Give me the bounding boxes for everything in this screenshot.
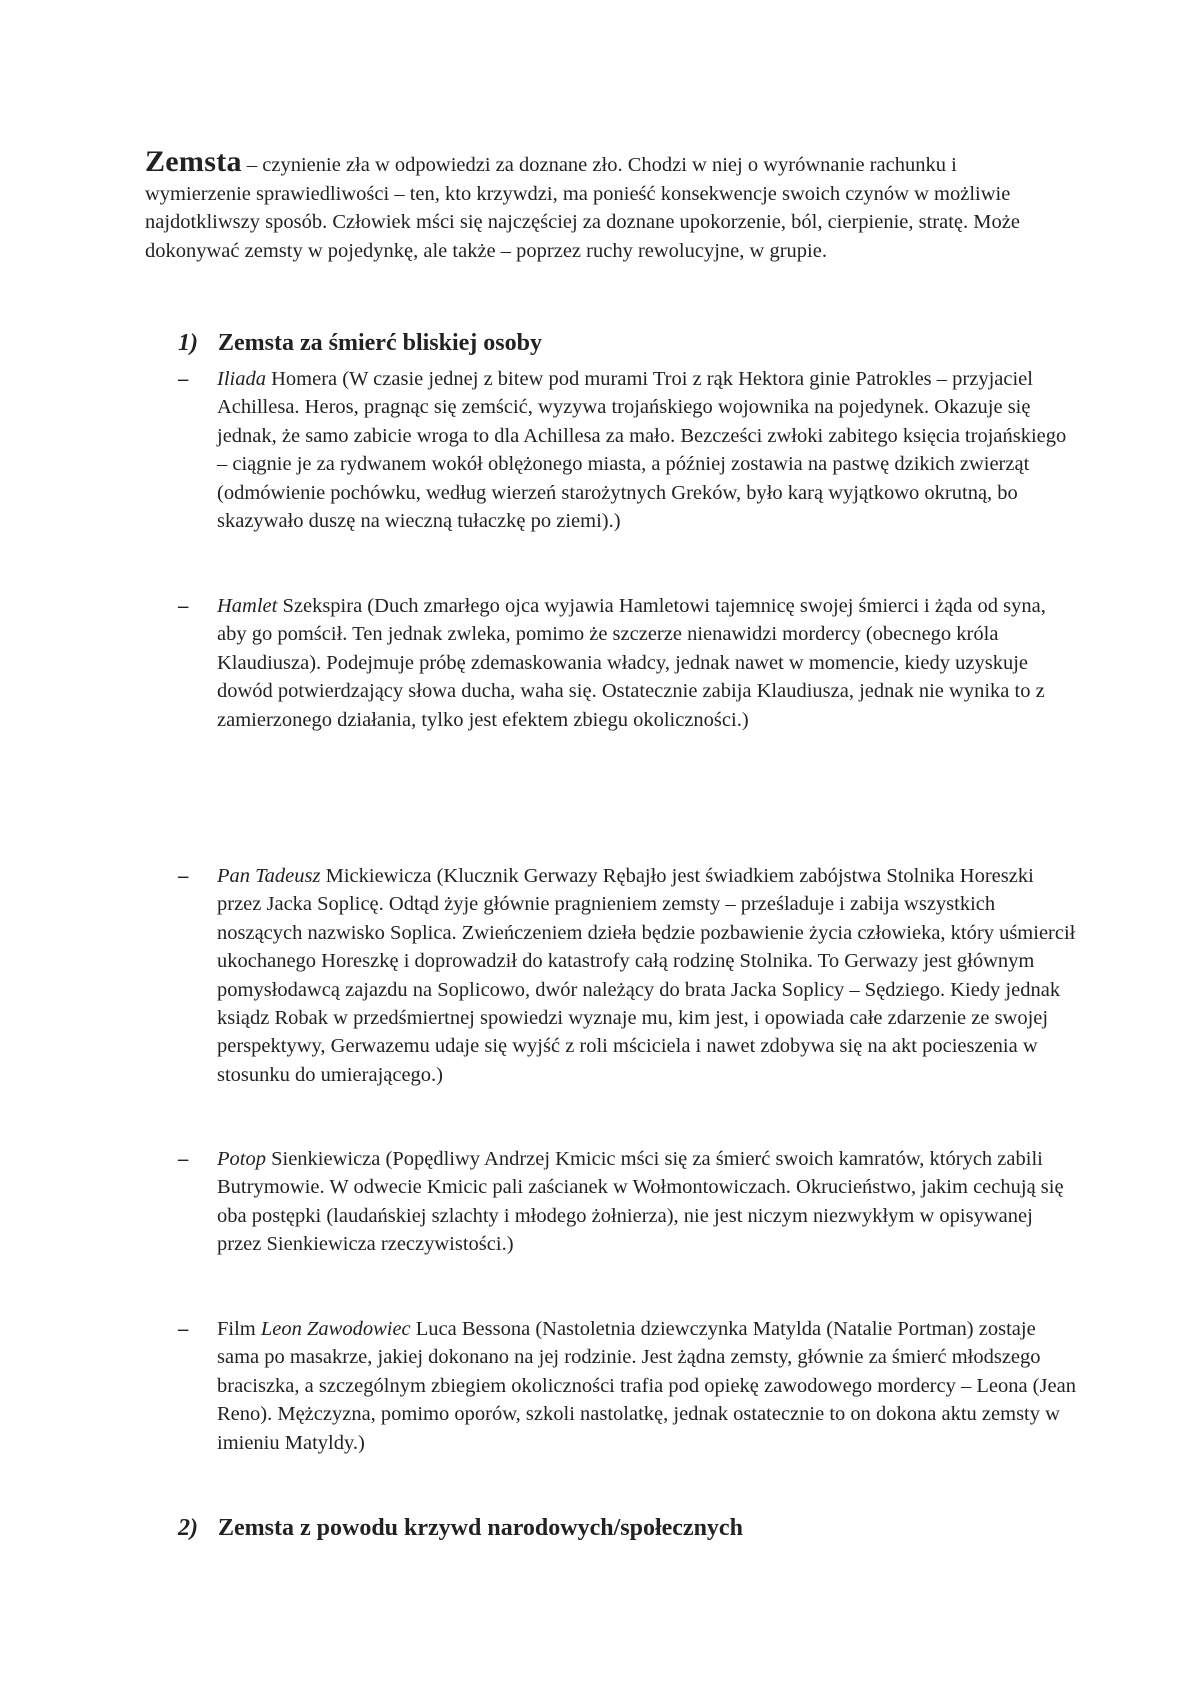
example-text bbox=[217, 1145, 1077, 1259]
intro-paragraph bbox=[145, 145, 1065, 265]
section-heading-1 bbox=[178, 330, 542, 357]
example-text bbox=[217, 862, 1077, 1089]
example-prefix: Film bbox=[217, 1318, 261, 1340]
section-title: Zemsta z powodu krzywd narodowych/społecznych bbox=[218, 1515, 743, 1541]
work-title: Iliada bbox=[217, 368, 266, 390]
section-title: Zemsta za śmierć bliskiej osoby bbox=[218, 330, 542, 356]
section-number: 2) bbox=[178, 1515, 198, 1541]
work-title: Potop bbox=[217, 1148, 266, 1170]
example-description: Szekspira (Duch zmarłego ojca wyjawia Hamletowi tajemnicę swojej śmierci i żąda od syna, aby go pomścił. Ten jednak zwleka, pomimo że szczerze nienawidzi mordercy (obecnego króla Klaudiusza). Podejmuje próbę zdemaskowania władcy, jednak nawet w momencie, kiedy uzyskuje dowód potwierdzający słowa ducha, waha się. Ostatecznie zabija Klaudiusza, jednak nie wynika to z zamierzonego działania, tylko jest efektem zbiegu okoliczności.) bbox=[217, 595, 1046, 731]
section-number: 1) bbox=[178, 330, 198, 356]
definition-separator: – bbox=[241, 154, 263, 176]
example-description: Sienkiewicza (Popędliwy Andrzej Kmicic mści się za śmierć swoich kamratów, których zabili Butrymowie. W odwecie Kmicic pali zaścianek w Wołmontowiczach. Okrucieństwo, jakim cechują się oba postępki (laudańskiej szlachty i młodego żołnierza), nie jest niczym niezwykłym w opisywanej przez Sienkiewicza rzeczywistości.) bbox=[217, 1148, 1064, 1256]
definition-term: Zemsta bbox=[145, 145, 242, 178]
bullet-dash: – bbox=[178, 368, 189, 390]
example-description: Homera (W czasie jednej z bitew pod murami Troi z rąk Hektora ginie Patrokles – przyjaciel Achillesa. Heros, pragnąc się zemścić, wyzywa trojańskiego wojownika na pojedynek. Okazuje się jednak, że samo zabicie wroga to dla Achillesa za mało. Bezcześci zwłoki zabitego księcia trojańskiego – ciągnie je za rydwanem wokół oblężonego miasta, a później zostawia na pastwę dzikich zwierząt (odmówienie pochówku, według wierzeń starożytnych Greków, było karą wyjątkowo okrutną, bo skazywało duszę na wieczną tułaczkę po ziemi).) bbox=[217, 368, 1067, 533]
example-text bbox=[217, 1315, 1077, 1457]
section-heading-2 bbox=[178, 1515, 743, 1542]
example-description: Luca Bessona (Nastoletnia dziewczynka Matylda (Natalie Portman) zostaje sama po masakrze, jakiej dokonano na jej rodzinie. Jest żądna zemsty, głównie za śmierć młodszego braciszka, a szczególnym zbiegiem okoliczności trafia pod opiekę zawodowego mordercy – Leona (Jean Reno). Mężczyzna, pomimo oporów, szkoli nastolatkę, jednak ostatecznie to on dokona aktu zemsty w imieniu Matyldy.) bbox=[217, 1318, 1076, 1454]
example-text bbox=[217, 365, 1077, 535]
work-title: Pan Tadeusz bbox=[217, 865, 321, 887]
work-title: Leon Zawodowiec bbox=[260, 1318, 411, 1340]
definition-text: czynienie zła w odpowiedzi za doznane zło. Chodzi w niej o wyrównanie rachunku i wymierzenie sprawiedliwości – ten, kto krzywdzi, ma ponieść konsekwencje swoich czynów w możliwie najdotkliwszy sposób. Człowiek mści się najczęściej za doznane upokorzenie, ból, cierpienie, stratę. Może dokonywać zemsty w pojedynkę, ale także – poprzez ruchy rewolucyjne, w grupie. bbox=[145, 154, 1020, 262]
bullet-dash: – bbox=[178, 865, 189, 887]
bullet-dash: – bbox=[178, 1148, 189, 1170]
example-description: Mickiewicza (Klucznik Gerwazy Rębajło jest świadkiem zabójstwa Stolnika Horeszki przez Jacka Soplicę. Odtąd żyje głównie pragnieniem zemsty – prześladuje i zabija wszystkich noszących nazwisko Soplica. Zwieńczeniem dzieła będzie pozbawienie życia człowieka, który uśmiercił ukochanego Horeszkę i doprowadził do katastrofy całą rodzinę Stolnika. To Gerwazy jest głównym pomysłodawcą zajazdu na Soplicowo, dwór należący do brata Jacka Soplicy – Sędziego. Kiedy jednak ksiądz Robak w przedśmiertnej spowiedzi wyznaje mu, kim jest, i opowiada całe zdarzenie ze swojej perspektywy, Gerwazemu udaje się wyjść z roli mściciela i nawet zdobywa się na akt pocieszenia w stosunku do umierającego.) bbox=[217, 865, 1076, 1086]
example-text bbox=[217, 592, 1077, 734]
work-title: Hamlet bbox=[217, 595, 278, 617]
bullet-dash: – bbox=[178, 1318, 189, 1340]
bullet-dash: – bbox=[178, 595, 189, 617]
